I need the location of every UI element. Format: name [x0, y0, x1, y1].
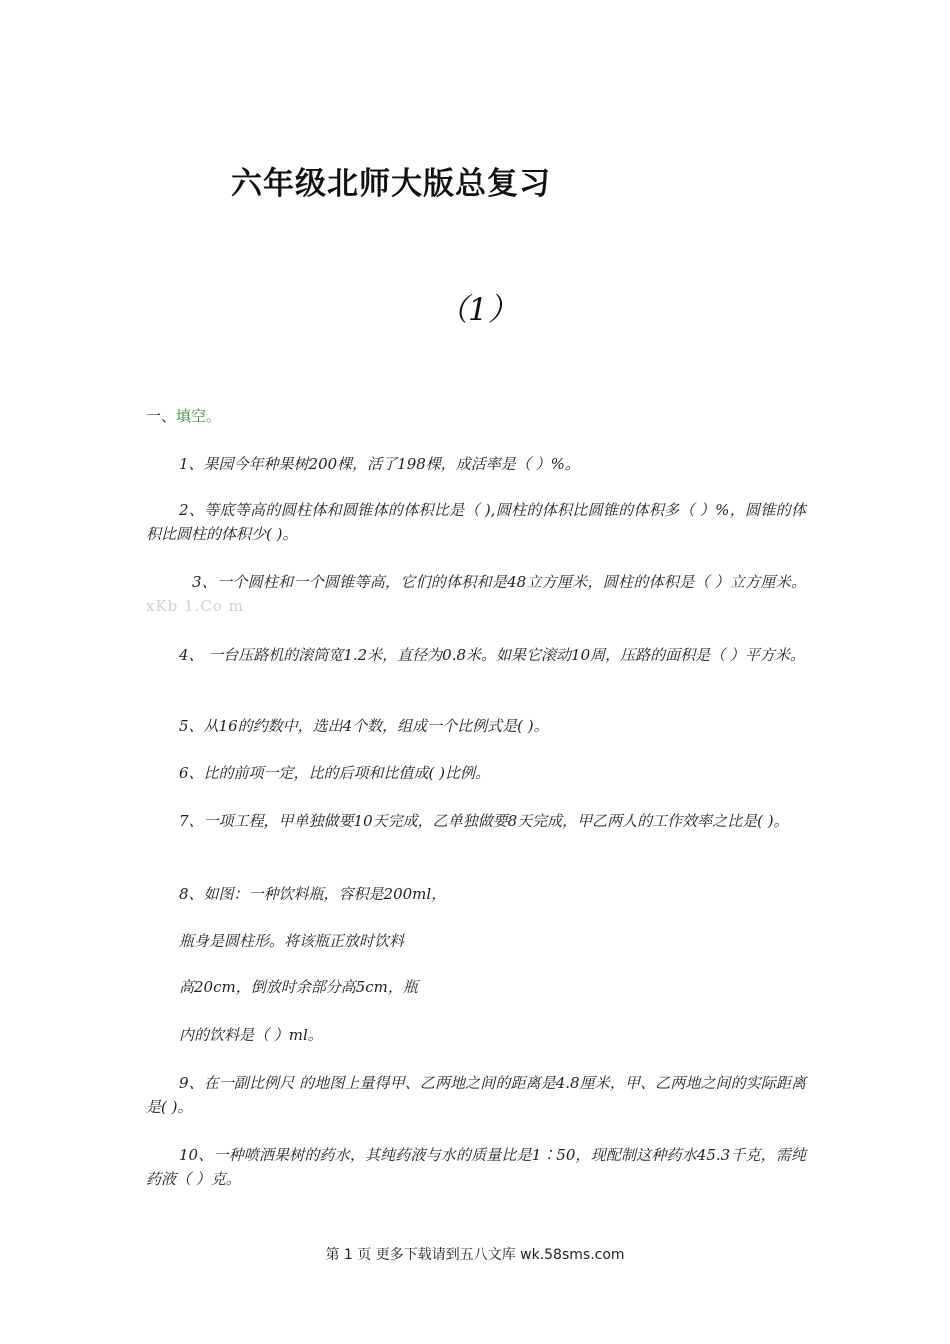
question-4	[146, 643, 806, 667]
section-number: 一、	[146, 407, 177, 425]
question-text: 2、等底等高的圆柱体和圆锥体的体积比是（ ),圆柱的体积比圆锥的体积多（ ）%，圆锥的体积比圆柱的体积少( )。	[146, 501, 806, 543]
question-8-line-3: 高20cm，倒放时余部分高5cm，瓶	[179, 978, 418, 996]
question-6	[146, 761, 806, 785]
question-text: 3、一个圆柱和一个圆锥等高，它们的体积和是48立方厘米，圆柱的体积是（ ）立方厘米。	[192, 573, 806, 591]
question-text: 1、果园今年种果树200棵，活了198棵，成活率是（ ）%。	[179, 455, 580, 473]
question-text: 4、 一台压路机的滚筒宽1.2米，直径为0.8米。如果它滚动10周，压路的面积是（ ）平方米。	[179, 646, 805, 664]
question-text: 5、从16的约数中，选出4个数，组成一个比例式是( )。	[179, 717, 549, 735]
question-3	[146, 570, 806, 618]
question-5	[146, 714, 806, 738]
question-text: 6、比的前项一定，比的后项和比值成( )比例。	[179, 764, 491, 782]
question-text: 7、一项工程，甲单独做要10天完成，乙单独做要8天完成，甲乙两人的工作效率之比是( )。	[179, 812, 789, 830]
question-9	[146, 1071, 806, 1119]
section-heading	[146, 405, 221, 426]
question-text: 10、一种喷洒果树的药水，其纯药液与水的质量比是1∶50，现配制这种药水45.3千克，需纯药液（ ）克。	[146, 1146, 806, 1188]
watermark-text: xKb 1.Co m	[146, 597, 244, 615]
page-footer: 第 1 页 更多下载请到五八文库 wk.58sms.com	[325, 1247, 625, 1263]
document-subtitle: （1）	[437, 292, 519, 328]
question-text: 9、在一副比例尺 的地图上量得甲、乙两地之间的距离是4.8厘米，甲、乙两地之间的实际距离是( )。	[146, 1074, 806, 1116]
question-8-line-2: 瓶身是圆柱形。将该瓶正放时饮料	[179, 932, 405, 950]
document-title: 六年级北师大版总复习	[231, 166, 551, 202]
question-10	[146, 1143, 806, 1191]
question-8-line-1: 8、如图：一种饮料瓶，容积是200ml，	[179, 885, 447, 903]
question-2	[146, 498, 806, 546]
question-8-line-4: 内的饮料是（ ）ml。	[179, 1026, 323, 1044]
question-7	[146, 809, 806, 833]
section-label: 填空。	[176, 407, 222, 425]
question-1	[146, 452, 806, 476]
